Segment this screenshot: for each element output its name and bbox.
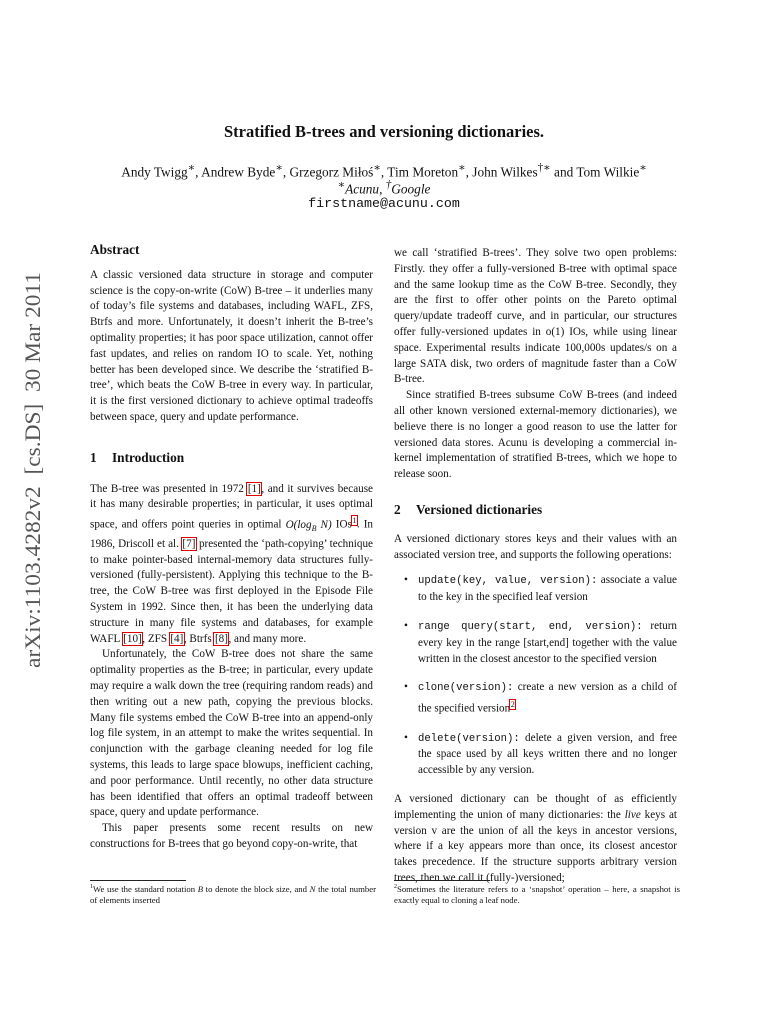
operation-signature: update(key, value, version): — [418, 575, 598, 588]
section-title: Versioned dictionaries — [416, 501, 543, 517]
text-run: IOs — [331, 518, 352, 531]
text-run: Sometimes the literature refers to a ‘snapshot’ operation – here, a snapshot is exactly equal to cloning a leaf node. — [394, 883, 680, 905]
paper-title: Stratified B-trees and versioning dictionaries. — [223, 122, 545, 141]
operation-signature: range query(start, end, version): — [418, 620, 643, 633]
intro-paragraph-3: This paper presents some recent results on new constructions for B-trees that go beyond copy-on-write, that — [90, 822, 373, 851]
abstract-text: A classic versioned data structure in storage and computer science is the copy-on-write (CoW) B-tree – it underlies many of today’s file systems and databases, including WAFL, ZFS, Btrfs and more. Unfortunately, it doesn’t inherit the B-tree’s optimality properties; it has poor space utilization, cannot offer fast updates, and relies on random IO to scale. Yet, nothing better has been developed since. We describe the ‘stratified B-tree’, which beats the CoW B-tree in every way. In particular, it is the first versioned dictionary to achieve optimal tradeoffs between space, query and update performance. — [90, 268, 373, 423]
author: Grzegorz Miłoś — [289, 164, 374, 180]
affiliation: Acunu — [345, 181, 380, 197]
citation-link[interactable]: [8] — [214, 632, 228, 645]
bullet-icon: • — [404, 731, 408, 744]
math-symbol: B — [197, 883, 204, 894]
author: Andy Twigg — [121, 164, 188, 180]
author-mark: ∗ — [373, 162, 381, 174]
text-run: . In 1986, Driscoll et al. — [90, 518, 373, 550]
intro-paragraph-2: Unfortunately, the CoW B-tree does not share the same optimality properties as the B-tree; in particular, every update may require a walk down the tree (requiring random reads) and then writing out a new path, copying the previous blocks. Many file systems embed the CoW B-tree into an append-only log file system, in an attempt to make the writes sequential. In conjunction with the garbage cleaning needed for log file systems, this leads to large space blowups, inefficient caching, and poor performance. Until recently, no other data structure has been identified that offers an optimal tradeoff between space, query and update performance. — [90, 648, 373, 819]
section2-closing-paragraph — [394, 792, 677, 887]
intro-paragraph-1 — [90, 482, 373, 648]
author: John Wilkes — [472, 164, 538, 180]
contact-email[interactable]: firstname@acunu.com — [308, 196, 460, 211]
operation-description: delete a given version, and free the space used by all keys written there and no longer accessible by any version. — [418, 731, 677, 777]
author: Tim Moreton — [387, 164, 459, 180]
footnote-2 — [394, 882, 680, 906]
operation-description: create a new version as a child of the specified version — [418, 681, 677, 715]
section2-intro: A versioned dictionary stores keys and their values with an associated version tree, and supports the following operations: — [394, 532, 677, 561]
affiliation-mark: † — [385, 179, 392, 191]
text-run: The B-tree was presented in 1972 — [90, 482, 248, 495]
text-run: , and many more. — [228, 632, 307, 645]
bullet-icon: • — [404, 681, 408, 694]
author-mark: ∗ — [275, 162, 283, 174]
math-expression: $O(\log_B$ N) — [285, 518, 332, 534]
author-mark: †∗ — [537, 162, 551, 174]
section-heading-introduction — [90, 450, 373, 466]
arxiv-stamp — [10, 270, 50, 670]
author-mark: ∗ — [187, 162, 196, 174]
section-number: 1 — [90, 449, 97, 465]
citation-link[interactable]: [4] — [170, 632, 184, 645]
operation-signature: clone(version): — [418, 682, 514, 695]
citation-link[interactable]: [1] — [247, 482, 261, 495]
author: Tom Wilkie — [576, 164, 640, 180]
footnote-number: 2 — [394, 884, 397, 890]
footnote-link[interactable]: 2 — [510, 700, 515, 710]
section-number: 2 — [394, 501, 401, 517]
bullet-icon: • — [404, 574, 408, 587]
text-run: presented the ‘path-copying’ technique to make pointer-based internal-memory data structures fully-versioned (fully-persistent). Applying this technique to the B-tree, the CoW B-tree was first deployed in the Episode File System in 1992. Since then, it has been the underlying data structure in many file systems and databases, for example WAFL — [90, 537, 373, 645]
text-run: , Btrfs — [183, 632, 215, 645]
arxiv-identifier: arXiv:1103.4282v2 [cs.DS] 30 Mar 2011 — [20, 295, 45, 668]
text-run: We use the standard notation — [93, 883, 198, 894]
math-symbol: N — [309, 883, 316, 894]
emphasis: live — [624, 808, 641, 821]
list-item — [394, 680, 677, 717]
left-column — [90, 242, 373, 853]
footnote-rule — [90, 880, 186, 881]
right-column — [394, 246, 677, 887]
author: Andrew Byde — [201, 164, 276, 180]
affiliation: Google — [391, 181, 431, 197]
author-mark: ∗ — [458, 162, 466, 174]
citation-link[interactable]: [10] — [123, 632, 142, 645]
list-item — [394, 619, 677, 667]
section-heading-versioned-dictionaries — [394, 502, 677, 518]
operation-description: associate a value to the key in the specified leaf version — [418, 574, 677, 604]
text-run: the total number of elements inserted — [90, 883, 376, 905]
operation-description: return every key in the range [start,end] together with the value written in the closest ancestor to the specified version — [418, 619, 677, 665]
author-list: Andy Twigg∗, Andrew Byde∗, Grzegorz Miłoś∗, Tim Moreton∗, John Wilkes†∗ and Tom Wilkie∗ — [121, 162, 647, 180]
operation-signature: delete(version): — [418, 732, 520, 745]
affiliation-mark: ∗ — [337, 179, 346, 191]
section-title: Introduction — [112, 449, 185, 465]
operation-list — [394, 573, 677, 779]
footnote-1 — [90, 882, 376, 906]
footnote-number: 1 — [90, 884, 93, 890]
list-item — [394, 731, 677, 779]
bullet-icon: • — [404, 619, 408, 632]
footnote-rule — [394, 880, 490, 881]
text-run: to denote the block size, and — [203, 883, 310, 894]
citation-link[interactable]: [7] — [182, 537, 196, 550]
intro-paragraph-4: we call ‘stratified B-trees’. They solve two open problems: Firstly. they offer a fully-versioned B-tree with optimal space and the same lookup time as the CoW B-tree. Secondly, they are the first to offer other points on the Pareto optimal query/update tradeoff curve, and in particular, our structures offer fully-versioned updates in o(1) IOs, while using linear space. Experimental results indicate 100,000s updates/s on a large SATA disk, two orders of magnitude faster than a CoW B-tree. — [394, 247, 677, 386]
list-item — [394, 573, 677, 606]
abstract-heading: Abstract — [90, 242, 140, 257]
footnote-link[interactable]: 1 — [352, 516, 357, 526]
text-run: , ZFS — [142, 632, 170, 645]
text-run: , and it survives because it has many desirable properties; in particular, it uses optimal space, and offers point queries in optimal — [90, 482, 373, 531]
text-run: A versioned dictionary can be thought of as efficiently implementing the union of many dictionaries: the — [394, 793, 677, 821]
author-mark: ∗ — [639, 162, 647, 174]
text-run: keys at version v are the union of all the keys in ancestor versions, where if a key appears more than once, its closest ancestor takes precedence. If the structure supports arbitrary version trees, then we call it (fully-)versioned; — [394, 808, 678, 885]
intro-paragraph-5: Since stratified B-trees subsume CoW B-trees (and indeed all other known versioned external-memory dictionaries), we believe there is no longer a good reason to use the latter for versioned data stores. Acunu is developing a commercial in-kernel implementation of stratified B-trees, which we hope to release soon. — [394, 389, 677, 481]
affiliations: ∗Acunu, †Google — [337, 179, 431, 197]
